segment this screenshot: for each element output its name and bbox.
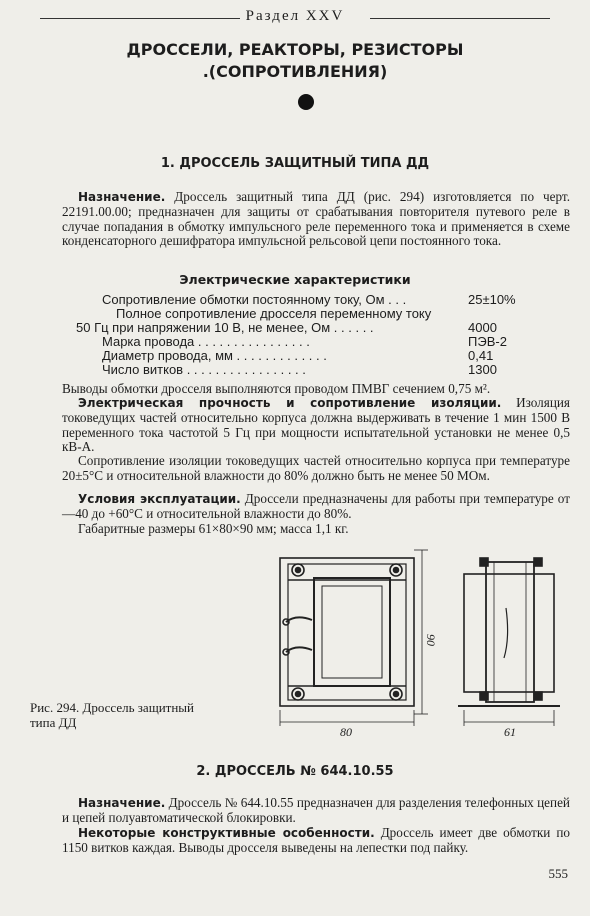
strength-label: Электрическая прочность и сопротивление изоляции. <box>78 396 502 410</box>
spec-label-turns: Число витков . . . . . . . . . . . . . . . . . <box>102 362 306 377</box>
s1-purpose-paragraph <box>62 190 570 249</box>
spec-label-resistance: Сопротивление обмотки постоянному току, Ом . . . <box>102 292 407 307</box>
section-header <box>0 8 590 25</box>
s2-features-label: Некоторые конструктивные особенности. <box>78 826 375 840</box>
s1-purpose-text: Дроссель защитный типа ДД (рис. 294) изготовляется по черт. 22191.00.00; предназначен для защиты от срабатывания повторителя путевого реле в случае попадания в обмотку импульсного реле переменного тока и применяется в схеме конденсаторного дешифратора импульсной рельсовой цепи постоянного тока. <box>62 189 570 249</box>
section-label: Раздел XXV <box>240 8 351 24</box>
section-2-heading: 2. ДРОССЕЛЬ № 644.10.55 <box>196 764 394 779</box>
spec-label-wire-diameter: Диаметр провода, мм . . . . . . . . . . . . . <box>102 348 327 363</box>
side-view <box>458 558 560 726</box>
bullet-ornament <box>298 94 314 110</box>
front-view <box>280 550 428 726</box>
spec-value-wire-grade: ПЭВ-2 <box>468 334 507 349</box>
insulation-paragraph: Сопротивление изоляции токоведущих частей относительно корпуса при температуре 20±5°С и относительной влажности до 80% должно быть не менее 50 МОм. <box>62 453 570 483</box>
chapter-title-line-2: .(СОПРОТИВЛЕНИЯ) <box>202 62 388 81</box>
s2-features-paragraph <box>62 826 570 856</box>
conditions-label: Условия эксплуатации. <box>78 492 241 506</box>
section-1-heading: 1. ДРОССЕЛЬ ЗАЩИТНЫЙ ТИПА ДД <box>160 156 430 171</box>
s2-purpose-paragraph <box>62 796 570 826</box>
spec-label-impedance: Полное сопротивление дросселя переменному току <box>116 306 432 321</box>
strength-paragraph <box>62 396 570 455</box>
s2-purpose-text: Дроссель № 644.10.55 предназначен для разделения телефонных цепей и цепей полуавтоматической блокировки. <box>62 795 570 825</box>
conditions-text: Дроссели предназначены для работы при температуре от —40 до +60°С и относительной влажности до 80%. <box>62 491 570 521</box>
conditions-paragraph <box>62 492 570 522</box>
dim-label-61: 61 <box>504 725 516 739</box>
s2-purpose-label: Назначение. <box>78 796 166 810</box>
leads-paragraph: Выводы обмотки дросселя выполняются проводом ПМВГ сечением 0,75 м². <box>62 381 491 396</box>
dim-label-90: 90 <box>424 634 438 646</box>
page-number: 555 <box>548 866 568 881</box>
spec-value-wire-diameter: 0,41 <box>468 348 494 363</box>
s1-purpose-label: Назначение. <box>78 190 166 204</box>
choke-drawing <box>268 540 568 740</box>
spec-value-impedance: 4000 <box>468 320 497 335</box>
spec-value-resistance: 25±10% <box>468 292 516 307</box>
s2-features-text: Дроссель имеет две обмотки по 1150 витков каждая. Выводы дросселя выведены на лепестки под пайку. <box>62 825 570 855</box>
dim-label-80: 80 <box>340 725 352 739</box>
spec-label-impedance-cont: 50 Гц при напряжении 10 В, не менее, Ом . . . . . . <box>76 320 374 335</box>
electrical-characteristics-heading: Электрические характеристики <box>179 272 411 287</box>
chapter-title-line-1: ДРОССЕЛИ, РЕАКТОРЫ, РЕЗИСТОРЫ <box>126 40 464 59</box>
figure-caption: Рис. 294. Дроссель защитный типа ДД <box>30 700 194 730</box>
spec-label-wire-grade: Марка провода . . . . . . . . . . . . . . . . <box>102 334 310 349</box>
dimensions-paragraph: Габаритные размеры 61×80×90 мм; масса 1,1 кг. <box>78 521 349 536</box>
spec-value-turns: 1300 <box>468 362 497 377</box>
strength-text: Изоляция токоведущих частей относительно корпуса должна выдерживать в течение 1 мин 1500 В переменного тока частотой 5 Гц при мощности испытательной установки не менее 0,5 кВ-А. <box>62 395 570 455</box>
